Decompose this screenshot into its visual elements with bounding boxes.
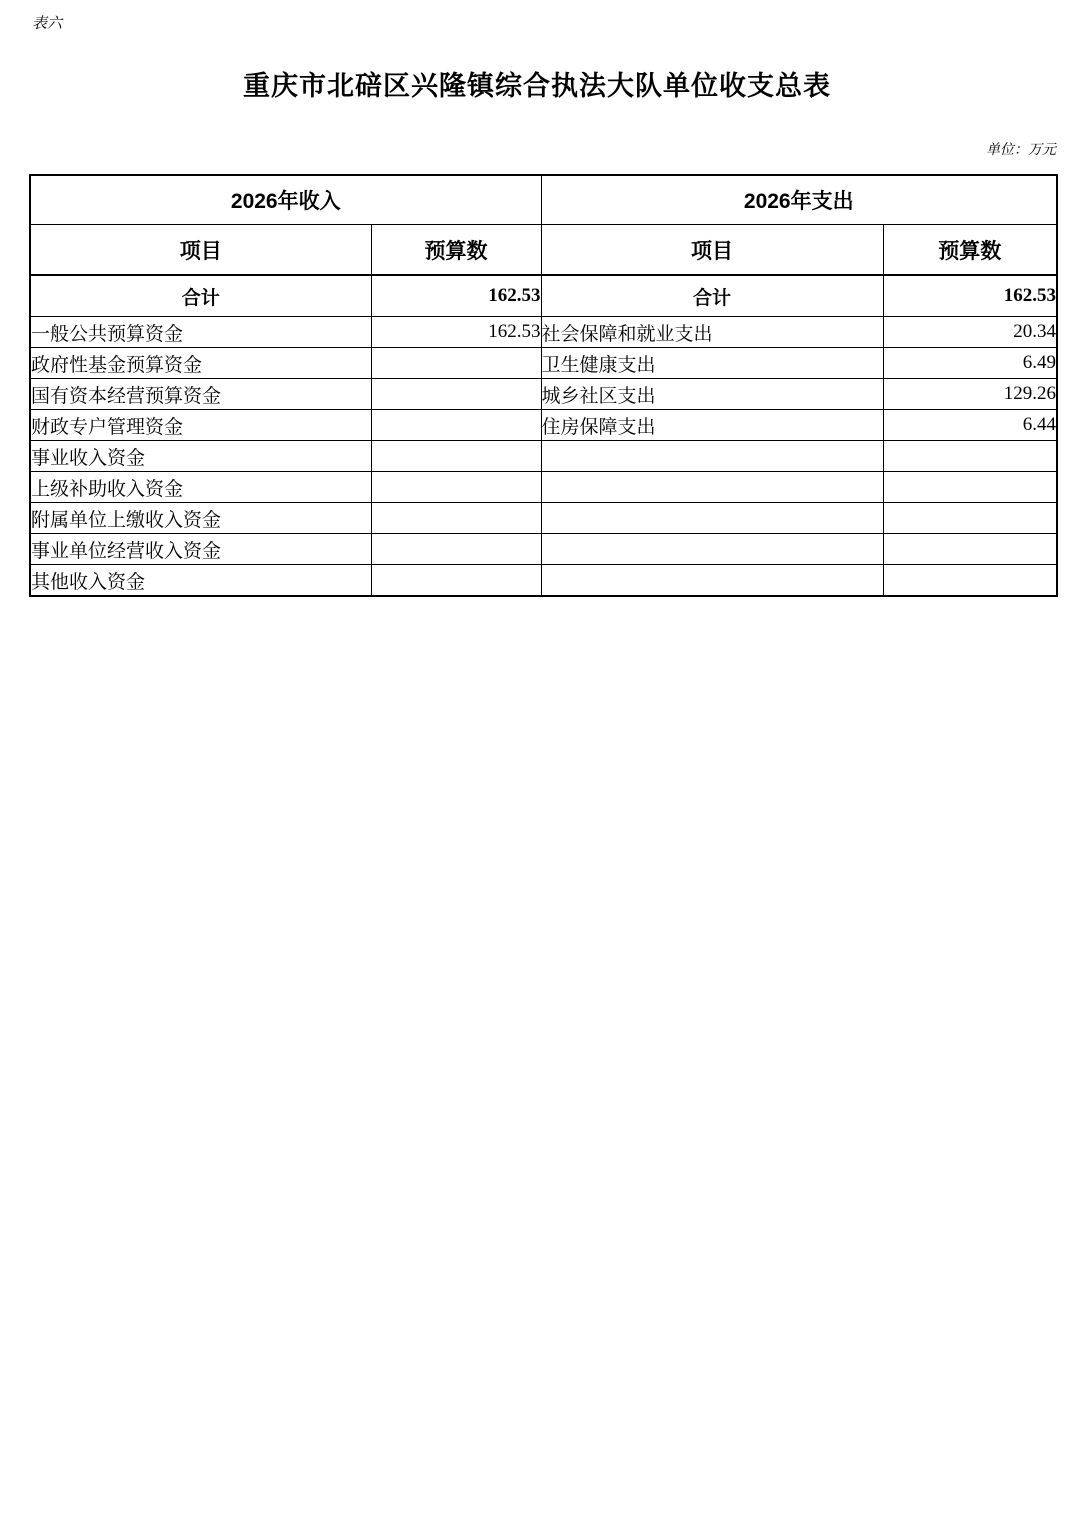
income-item-cell: 附属单位上缴收入资金 (30, 503, 371, 534)
income-value-cell: 162.53 (371, 317, 541, 348)
expense-item-cell: 卫生健康支出 (541, 348, 883, 379)
income-section-header: 2026年收入 (30, 175, 541, 225)
table-row (30, 317, 1057, 348)
income-value-cell (371, 348, 541, 379)
income-item-cell: 上级补助收入资金 (30, 472, 371, 503)
page-title: 重庆市北碚区兴隆镇综合执法大队单位收支总表 (243, 71, 831, 101)
income-item-cell: 政府性基金预算资金 (30, 348, 371, 379)
income-total-value: 162.53 (371, 275, 541, 317)
expense-budget-column-header: 预算数 (883, 225, 1057, 276)
table-row (30, 472, 1057, 503)
income-item-cell: 国有资本经营预算资金 (30, 379, 371, 410)
income-value-cell (371, 379, 541, 410)
expense-total-label: 合计 (541, 275, 883, 317)
table-row (30, 410, 1057, 441)
income-value-cell (371, 441, 541, 472)
expense-value-cell (883, 472, 1057, 503)
income-item-cell: 事业单位经营收入资金 (30, 534, 371, 565)
table-row (30, 379, 1057, 410)
income-value-cell (371, 472, 541, 503)
table-row (30, 441, 1057, 472)
income-item-cell: 事业收入资金 (30, 441, 371, 472)
expense-value-cell: 6.44 (883, 410, 1057, 441)
expense-item-cell: 社会保障和就业支出 (541, 317, 883, 348)
expense-item-cell (541, 565, 883, 597)
income-item-cell: 财政专户管理资金 (30, 410, 371, 441)
income-item-column-header: 项目 (30, 225, 371, 276)
total-row (30, 275, 1057, 317)
table-row (30, 503, 1057, 534)
table-number-label: 表六 (32, 16, 63, 32)
expense-value-cell (883, 565, 1057, 597)
expense-section-header: 2026年支出 (541, 175, 1057, 225)
section-header-row (30, 175, 1057, 225)
expense-item-cell: 住房保障支出 (541, 410, 883, 441)
expense-value-cell (883, 534, 1057, 565)
table-row (30, 534, 1057, 565)
expense-value-cell: 20.34 (883, 317, 1057, 348)
table-row (30, 565, 1057, 597)
expense-value-cell (883, 503, 1057, 534)
expense-item-cell (541, 441, 883, 472)
income-value-cell (371, 534, 541, 565)
expense-total-value: 162.53 (883, 275, 1057, 317)
income-item-cell: 其他收入资金 (30, 565, 371, 597)
income-value-cell (371, 503, 541, 534)
expense-value-cell (883, 441, 1057, 472)
income-total-label: 合计 (30, 275, 371, 317)
unit-note: 单位：万元 (986, 143, 1056, 158)
column-header-row (30, 225, 1057, 276)
budget-table (29, 174, 1058, 597)
table-row (30, 348, 1057, 379)
expense-item-cell (541, 534, 883, 565)
expense-item-column-header: 项目 (541, 225, 883, 276)
income-value-cell (371, 565, 541, 597)
expense-value-cell: 129.26 (883, 379, 1057, 410)
expense-item-cell: 城乡社区支出 (541, 379, 883, 410)
income-item-cell: 一般公共预算资金 (30, 317, 371, 348)
expense-value-cell: 6.49 (883, 348, 1057, 379)
income-budget-column-header: 预算数 (371, 225, 541, 276)
expense-item-cell (541, 503, 883, 534)
expense-item-cell (541, 472, 883, 503)
income-value-cell (371, 410, 541, 441)
